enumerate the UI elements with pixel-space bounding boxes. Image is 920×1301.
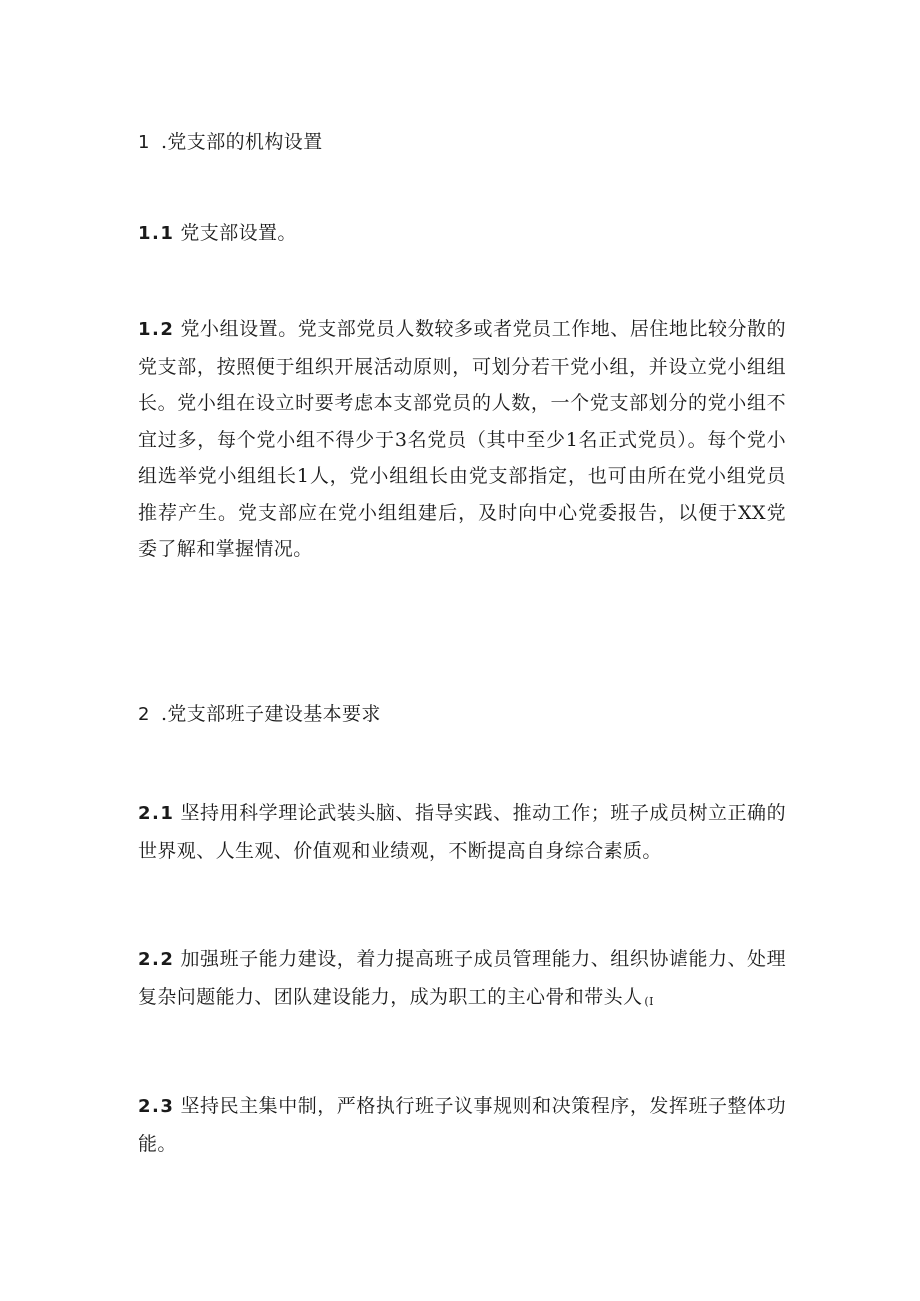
- section-text: .党支部班子建设基本要求: [160, 703, 381, 725]
- section-text: 坚持民主集中制，严格执行班子议事规则和决策程序，发挥班子整体功能。: [138, 1095, 786, 1155]
- section-number: 1.2: [138, 319, 175, 340]
- section-number: 2.3: [138, 1096, 175, 1117]
- trailing-mark: (I: [644, 994, 654, 1008]
- section-number: 1.1: [138, 223, 175, 244]
- section-number: 1: [138, 132, 151, 153]
- section-text: 坚持用科学理论武装头脑、指导实践、推动工作；班子成员树立正确的世界观、人生观、价值观和业绩观，不断提高自身综合素质。: [138, 802, 786, 862]
- section-number: 2.1: [138, 803, 175, 824]
- section-heading-2: [138, 696, 786, 734]
- section-1-1: [138, 215, 786, 253]
- section-text: 党小组设置。党支部党员人数较多或者党员工作地、居住地比较分散的党支部，按照便于组织开展活动原则，可划分若干党小组，并设立党小组组长。党小组在设立时要考虑本支部党员的人数，一个党支部划分的党小组不宜过多，每个党小组不得少于3名党员（其中至少1名正式党员）。每个党小组选举党小组组长1人，党小组组长由党支部指定，也可由所在党小组党员推荐产生。党支部应在党小组组建后，及时向中心党委报告，以便于XX党委了解和掌握情况。: [138, 318, 786, 560]
- section-heading-1: [138, 124, 786, 162]
- section-number: 2: [138, 704, 151, 725]
- section-2-1: [138, 795, 786, 869]
- section-2-3: [138, 1088, 786, 1162]
- section-text: .党支部的机构设置: [160, 131, 323, 153]
- section-number: 2.2: [138, 949, 175, 970]
- section-text: 党支部设置。: [180, 222, 297, 244]
- section-text: 加强班子能力建设，着力提高班子成员管理能力、组织协谑能力、处理复杂问题能力、团队建设能力，成为职工的主心骨和带头人: [138, 948, 786, 1008]
- section-2-2: [138, 941, 786, 1020]
- section-1-2: [138, 311, 786, 568]
